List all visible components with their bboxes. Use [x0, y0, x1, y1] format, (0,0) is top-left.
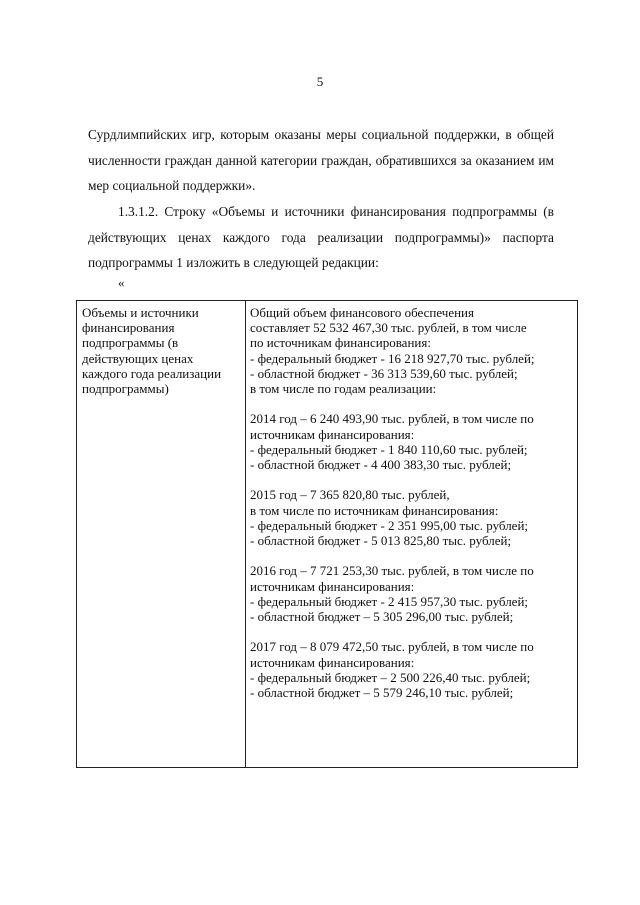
table-label-cell: [77, 301, 246, 767]
paragraph-line: действующих ценах каждого года реализации подпрограммы)» паспорта: [88, 229, 554, 245]
value-line: - областной бюджет – 5 579 246,10 тыс. рублей;: [250, 685, 514, 701]
spacer: [250, 548, 573, 563]
value-line: 2015 год – 7 365 820,80 тыс. рублей,: [250, 487, 450, 503]
value-line: составляет 52 532 467,30 тыс. рублей, в том числе: [250, 320, 527, 336]
value-line: - областной бюджет – 5 305 296,00 тыс. рублей;: [250, 609, 514, 625]
page-number: 5: [316, 74, 324, 89]
value-line: в том числе по источникам финансирования:: [250, 502, 499, 518]
label-line: подпрограммы): [82, 381, 169, 397]
table-value-cell: [246, 301, 577, 767]
value-line: в том числе по годам реализации:: [250, 381, 437, 397]
label-line: финансирования: [82, 320, 175, 336]
paragraph-line: мер социальной поддержки».: [88, 178, 256, 193]
paragraph-line-text: 1.3.1.2. Строку «Объемы и источники финансирования подпрограммы (в: [118, 204, 554, 219]
paragraph-continuation: [88, 122, 554, 199]
value-line: - областной бюджет - 5 013 825,80 тыс. рублей;: [250, 533, 512, 549]
funding-year-2014: [250, 411, 573, 472]
value-line: - федеральный бюджет - 2 415 957,30 тыс. рублей;: [250, 593, 529, 609]
value-line: - федеральный бюджет - 1 840 110,60 тыс. рублей;: [250, 441, 528, 457]
paragraph-line: [88, 199, 554, 225]
value-line: Общий объем финансового обеспечения: [250, 305, 474, 320]
value-line: 2016 год – 7 721 253,30 тыс. рублей, в том числе по: [250, 563, 534, 579]
value-line: 2014 год – 6 240 493,90 тыс. рублей, в том числе по: [250, 411, 534, 427]
paragraph-line: численности граждан данной категории граждан, обратившихся за оказанием им: [88, 152, 554, 168]
spacer: [250, 396, 573, 411]
paragraph-line: Сурдлимпийских игр, которым оказаны меры социальной поддержки, в общей: [88, 127, 554, 142]
opening-quote: «: [118, 275, 125, 290]
value-line: по источникам финансирования:: [250, 335, 431, 351]
funding-year-2015: [250, 487, 573, 548]
value-line: - федеральный бюджет – 2 500 226,40 тыс. рублей;: [250, 669, 531, 685]
value-line: - федеральный бюджет - 2 351 995,00 тыс. рублей;: [250, 517, 529, 533]
spacer: [250, 624, 573, 639]
label-line: действующих ценах: [82, 350, 194, 366]
value-line: - федеральный бюджет - 16 218 927,70 тыс. рублей;: [250, 350, 535, 366]
paragraph-amendment: [88, 199, 554, 276]
value-line: - областной бюджет - 4 400 383,30 тыс. рублей;: [250, 457, 512, 473]
funding-year-2016: [250, 563, 573, 624]
spacer: [250, 472, 573, 487]
label-line: подпрограммы (в: [82, 335, 179, 351]
label-line: Объемы и источники: [82, 305, 199, 320]
value-line: - областной бюджет - 36 313 539,60 тыс. рублей;: [250, 365, 518, 381]
value-line: источникам финансирования:: [250, 426, 415, 442]
value-line: источникам финансирования:: [250, 654, 415, 670]
passport-table: [76, 300, 578, 768]
label-line: каждого года реализации: [82, 365, 222, 381]
paragraph-line: подпрограммы 1 изложить в следующей редакции:: [88, 255, 379, 270]
value-line: 2017 год – 8 079 472,50 тыс. рублей, в том числе по: [250, 639, 534, 655]
funding-summary: [250, 305, 573, 396]
value-line: источникам финансирования:: [250, 578, 415, 594]
funding-year-2017: [250, 639, 573, 700]
